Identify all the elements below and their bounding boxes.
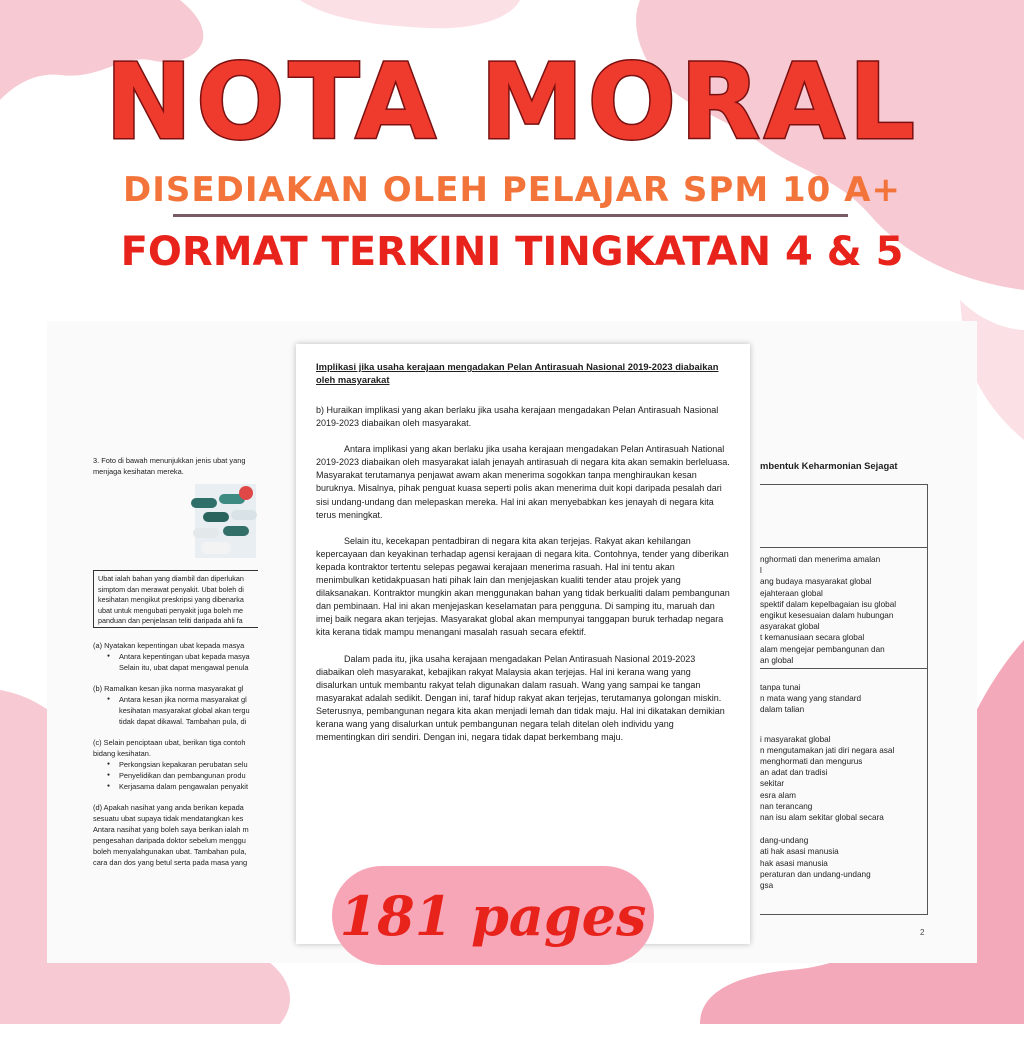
left-document-questions bbox=[93, 640, 256, 867]
main-title: NOTA MORAL bbox=[105, 41, 919, 163]
title-divider bbox=[173, 214, 848, 217]
left-box-line: kesihatan mengikut preskripsi yang dibenarka bbox=[98, 595, 244, 604]
right-line: n mata wang yang standard bbox=[760, 694, 862, 704]
left-box-line: ubat untuk mengubati penyakit juga boleh me bbox=[98, 605, 244, 615]
medicine-photo bbox=[195, 484, 256, 558]
right-line: tanpa tunai bbox=[760, 683, 801, 693]
right-line: engikut kesesuaian dalam hubungan bbox=[760, 611, 894, 621]
left-box-line: simptom dan merawat penyakit. Ubat boleh di bbox=[98, 584, 244, 594]
left-question-c: (c) Selain penciptaan ubat, berikan tiga contoh bbox=[93, 738, 246, 747]
right-line: esra alam bbox=[760, 790, 796, 800]
right-line: spektif dalam kepelbagaian isu global bbox=[760, 599, 897, 609]
right-line: ejahteraan global bbox=[760, 588, 823, 598]
right-table-separator bbox=[760, 547, 928, 548]
left-line: Antara nasihat yang boleh saya berikan ialah m bbox=[93, 825, 249, 834]
left-box-line: panduan dan penjelasan teliti daripada ahli fa bbox=[98, 616, 243, 625]
right-line: t kemanusiaan secara global bbox=[760, 633, 865, 643]
right-line: i masyarakat global bbox=[760, 734, 831, 744]
right-line: sekitar bbox=[760, 779, 785, 789]
left-line: cara dan dos yang betul serta pada masa yang bbox=[93, 858, 248, 867]
left-question-b: (b) Ramalkan kesan jika norma masyarakat gl bbox=[93, 684, 244, 693]
right-line: an global bbox=[760, 655, 794, 665]
document-paragraph-2: Selain itu, kecekapan pentadbiran di negara kita akan terjejas. Rakyat akan kehilangan kepercayaan dan keyakinan terhadap agensi kerajaan di negara kita. Contohnya, tender yang diberikan kepada kontraktor tertentu selepas pegawai kerajaan menerima rasuah. Hal ini tentu akan menimbulkan ketidakpuasan hati pihak lain dan menjejaskan kualiti tender atau projek yang dilaksanakan. Kontraktor mungkin akan menggunakan bahan yang tidak berkualiti dalam pembangunan dan pembinaan. Hal ini akan menjejaskan keselamatan para pengguna. Di samping itu, maruah dan imej baik negara akan terjejas. Masyarakat global akan mempunyai tanggapan buruk terhadap negara kita kerana tidak mampu menangani masalah rasuah secara efektif. bbox=[316, 535, 730, 638]
left-bullet: ● Penyelidikan dan pembangunan produ bbox=[107, 770, 256, 781]
left-question-3: 3. Foto di bawah menunjukkan jenis ubat yang menjaga kesihatan mereka. bbox=[93, 456, 246, 476]
right-line: an adat dan tradisi bbox=[760, 768, 828, 778]
right-line: dang-undang bbox=[760, 836, 809, 846]
right-line: nan isu alam sekitar global secara bbox=[760, 813, 884, 823]
right-line: menghormati dan mengurus bbox=[760, 757, 863, 767]
left-line: pengesahan daripada doktor sebelum menggu bbox=[93, 836, 246, 845]
right-heading: mbentuk Keharmonian Sejagat bbox=[760, 460, 898, 471]
right-line: ang budaya masyarakat global bbox=[760, 577, 872, 587]
right-document-page bbox=[760, 554, 930, 1044]
right-line: hak asasi manusia bbox=[760, 858, 828, 868]
left-line: tidak dapat dikawal. Tambahan pula, di bbox=[119, 717, 247, 726]
left-bullet: ● Perkongsian kepakaran perubatan selu bbox=[107, 759, 256, 770]
document-question: b) Huraikan implikasi yang akan berlaku jika usaha kerajaan mengadakan Pelan Antirasuah Nasional 2019-2023 diabaikan oleh masyarakat. bbox=[316, 405, 719, 429]
right-line: nan terancang bbox=[760, 801, 813, 811]
page-number: 2 bbox=[920, 928, 925, 937]
right-line: dalam talian bbox=[760, 705, 805, 715]
subtitle: DISEDIAKAN OLEH PELAJAR SPM 10 A+ bbox=[123, 170, 901, 210]
right-line: alam mengejar pembangunan dan bbox=[760, 644, 885, 654]
left-bullet: ● Antara kepentingan ubat kepada masya bbox=[107, 651, 256, 662]
left-box-line: Ubat ialah bahan yang diambil dan diperlukan bbox=[98, 574, 244, 583]
right-line: asyarakat global bbox=[760, 622, 820, 632]
document-paragraph-1: Antara implikasi yang akan berlaku jika usaha kerajaan mengadakan Pelan Antirasuah National 2019-2023 diabaikan oleh masyarakat ialah jenayah antirasuah di negara kita akan semakin berleluasa. Masyarakat terutamanya penjawat awam akan menerima sogokkan tanpa menghiraukan kesan buruknya. Misalnya, pihak penguat kuasa seperti polis akan menerima duit kopi daripada pesalah dari sisi undang-undang dan melepaskan mereka. Hal ini akan menyebabkan kes jenayah di negara kita terus meningkat. bbox=[316, 444, 730, 520]
left-line: sesuatu ubat supaya tidak mendatangkan kes bbox=[93, 814, 244, 823]
format-title: FORMAT TERKINI TINGKATAN 4 & 5 bbox=[120, 229, 904, 275]
left-line: kesihatan masyarakat global akan tergu bbox=[119, 706, 250, 715]
left-question-d: (d) Apakah nasihat yang anda berikan kepada bbox=[93, 803, 244, 812]
document-paragraph-3: Dalam pada itu, jika usaha kerajaan mengadakan Pelan Antirasuah Nasional 2019-2023 diabaikan oleh masyarakat, kebajikan rakyat Malaysia akan terjejas. Hal ini kerana wang yang disalurkan untuk membantu rakyat telah digunakan dalam rasuah. Wang yang sampai ke tangan masyarakat adalah sedikit. Dengan ini, taraf hidup rakyat akan terjejas, terutamanya golongan miskin. Seterusnya, pembangunan negara kita akan menjadi lemah dan tidak maju. Hal ini dikatakan demikian kerana wang yang disalurkan untuk pembangunan negara telah ditelan oleh individu yang mementingkan diri sendiri. Dengan ini, negara tidak dapat berkembang maju. bbox=[316, 653, 725, 743]
blob-top-middle bbox=[300, 0, 520, 28]
right-line: n mengutamakan jati diri negara asal bbox=[760, 745, 895, 755]
right-line: gsa bbox=[760, 881, 774, 891]
right-line: peraturan dan undang-undang bbox=[760, 869, 871, 879]
left-line: Selain itu, ubat dapat mengawal penula bbox=[119, 663, 249, 672]
left-line: boleh menyalahgunakan ubat. Tambahan pula, bbox=[93, 847, 247, 856]
left-bullet: ● Antara kesan jika norma masyarakat gl bbox=[107, 694, 256, 705]
left-answer-box bbox=[93, 570, 258, 628]
right-line: ati hak asasi manusia bbox=[760, 847, 839, 857]
document-heading: Implikasi jika usaha kerajaan mengadakan Pelan Antirasuah Nasional 2019-2023 diabaikan oleh masyarakat bbox=[316, 361, 719, 385]
left-line: bidang kesihatan. bbox=[93, 749, 151, 758]
center-document-page bbox=[296, 344, 750, 944]
left-bullet: ● Kerjasama dalam pengawalan penyakit bbox=[107, 781, 256, 792]
right-line: nghormati dan menerima amalan bbox=[760, 555, 881, 564]
right-line: l bbox=[760, 566, 762, 576]
pages-count: 181 pages bbox=[339, 884, 647, 948]
left-question-a: (a) Nyatakan kepentingan ubat kepada masya bbox=[93, 641, 245, 650]
